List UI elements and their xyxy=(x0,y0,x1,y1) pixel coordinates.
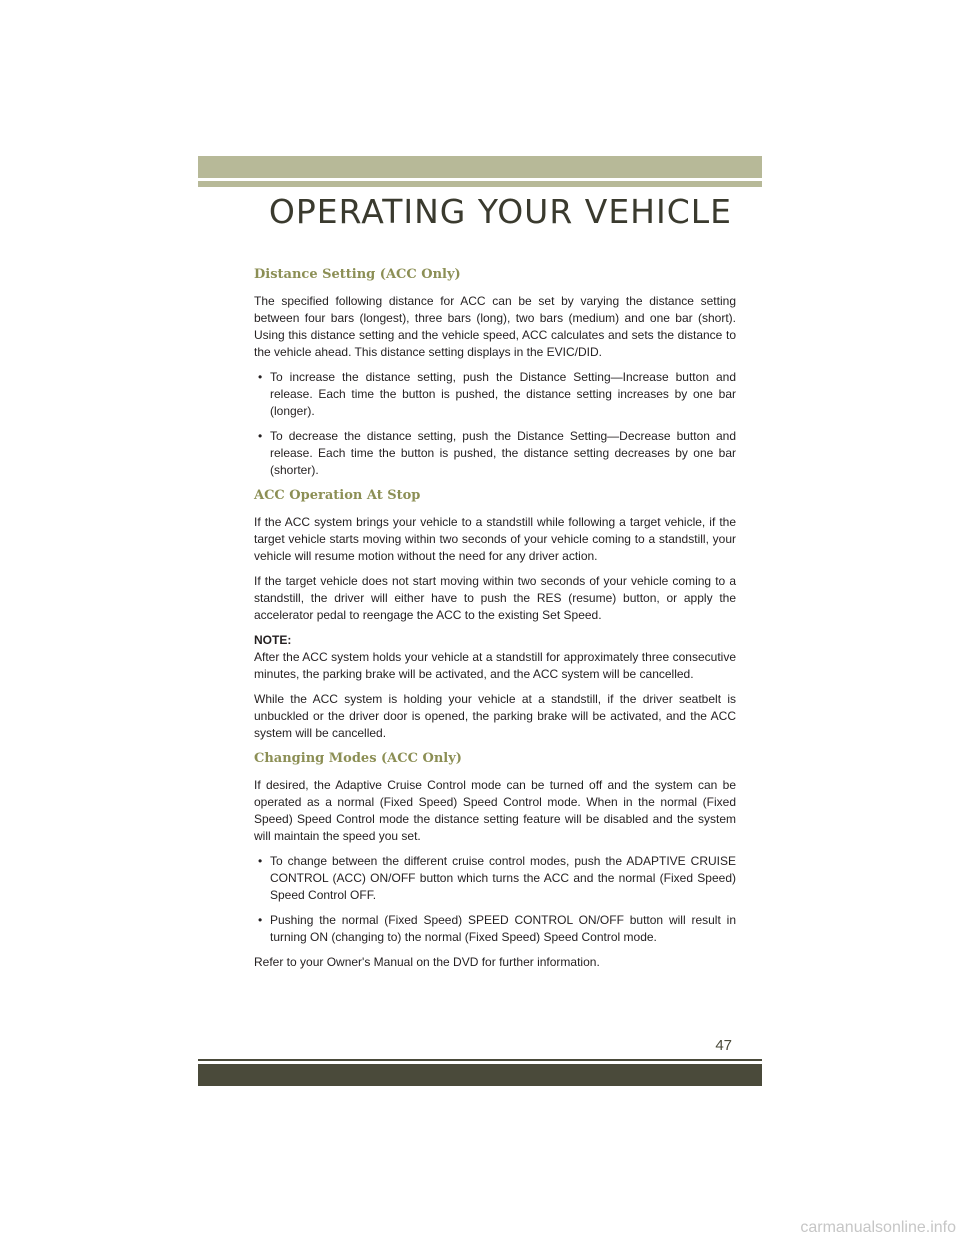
paragraph: While the ACC system is holding your vehicle at a standstill, if the driver seatbelt is unbuckled or the driver door is opened, the parking brake will be activated, and the ACC system will be cancelled. xyxy=(254,692,736,740)
header-rule xyxy=(198,181,762,187)
page-number: 47 xyxy=(715,1037,732,1054)
page-content xyxy=(254,266,736,979)
chapter-title: OPERATING YOUR VEHICLE xyxy=(268,192,732,231)
section-heading-distance-setting: Distance Setting (ACC Only) xyxy=(254,267,461,282)
section-heading-changing-modes: Changing Modes (ACC Only) xyxy=(254,751,462,766)
bullet-list xyxy=(254,369,736,479)
paragraph: The specified following distance for ACC can be set by varying the distance setting between four bars (longest), three bars (long), two bars (medium) and one bar (short). Using this distance setting and the vehicle speed, ACC calculates and sets the distance to the vehicle ahead. This distance setting displays in the EVIC/DID. xyxy=(254,294,736,359)
list-item xyxy=(254,912,736,946)
bullet-icon: • xyxy=(258,370,263,384)
bullet-list xyxy=(254,853,736,946)
paragraph: Refer to your Owner's Manual on the DVD for further information. xyxy=(254,955,600,969)
section-heading-acc-operation-at-stop: ACC Operation At Stop xyxy=(254,488,421,503)
list-item xyxy=(254,369,736,420)
footer-rule xyxy=(198,1059,762,1061)
paragraph: If desired, the Adaptive Cruise Control mode can be turned off and the system can be operated as a normal (Fixed Speed) Speed Control mode. When in the normal (Fixed Speed) Speed Control mode the distance setting feature will be disabled and the system will maintain the speed you set. xyxy=(254,778,736,843)
list-item xyxy=(254,428,736,479)
list-item-text: To decrease the distance setting, push the Distance Setting—Decrease button and release. Each time the button is pushed, the distance setting decreases by one bar (shorter). xyxy=(270,429,736,477)
note-text: After the ACC system holds your vehicle at a standstill for approximately three consecutive minutes, the parking brake will be activated, and the ACC system will be cancelled. xyxy=(254,650,736,681)
bullet-icon: • xyxy=(258,913,263,927)
list-item xyxy=(254,853,736,904)
list-item-text: To increase the distance setting, push the Distance Setting—Increase button and release. Each time the button is pushed, the distance setting increases by one bar (longer). xyxy=(270,370,736,418)
header-bar xyxy=(198,156,762,178)
paragraph: If the target vehicle does not start moving within two seconds of your vehicle coming to a standstill, the driver will either have to push the RES (resume) button, or apply the accelerator pedal to reengage the ACC to the existing Set Speed. xyxy=(254,574,736,622)
bullet-icon: • xyxy=(258,429,263,443)
note-label: NOTE: xyxy=(254,633,292,647)
paragraph: If the ACC system brings your vehicle to a standstill while following a target vehicle, if the target vehicle starts moving within two seconds of your vehicle coming to a standstill, your vehicle will resume motion without the need for any driver action. xyxy=(254,515,736,563)
bullet-icon: • xyxy=(258,854,263,868)
list-item-text: Pushing the normal (Fixed Speed) SPEED CONTROL ON/OFF button will result in turning ON (changing to) the normal (Fixed Speed) Speed Control mode. xyxy=(270,913,736,944)
footer-bar xyxy=(198,1064,762,1086)
list-item-text: To change between the different cruise control modes, push the ADAPTIVE CRUISE CONTROL (ACC) ON/OFF button which turns the ACC and the normal (Fixed Speed) Speed Control OFF. xyxy=(270,854,736,902)
watermark[interactable]: carmanualsonline.info xyxy=(800,1219,956,1236)
